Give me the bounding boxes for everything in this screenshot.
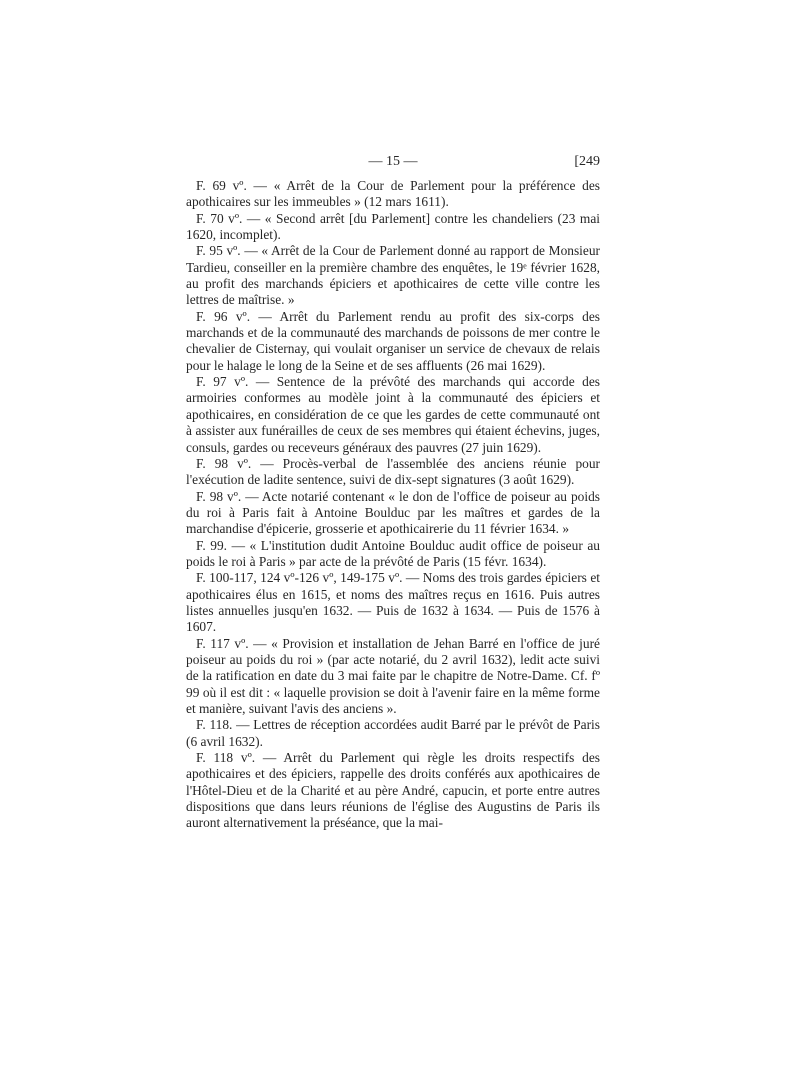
entry-f95v: F. 95 vº. — « Arrêt de la Cour de Parlement donné au rapport de Monsieur Tardieu, conseiller en la première chambre des enquêtes, le 19ᵉ février 1628, au profit des marchands épiciers et apothicaires de cette ville contre les lettres de maîtrise. » (186, 243, 600, 308)
entry-f98v-proces-verbal: F. 98 vº. — Procès-verbal de l'assemblée des anciens réunie pour l'exécution de ladite sentence, suivi de dix-sept signatures (3 août 1629). (186, 455, 600, 488)
entry-f118v: F. 118 vº. — Arrêt du Parlement qui règle les droits respectifs des apothicaires et des épiciers, rappelle des droits conférés aux apothicaires de l'Hôtel-Dieu et de la Charité et au père André, capucin, et porte entre autres dispositions que dans leurs réunions de l'église des Augustins de Paris ils auront alternativement la préséance, que la mai- (186, 750, 600, 831)
folio: — 15 — (368, 154, 418, 169)
entry-f69v: F. 69 vº. — « Arrêt de la Cour de Parlement pour la préférence des apothicaires sur les immeubles » (12 mars 1611). (186, 178, 600, 210)
entry-f100-117: F. 100-117, 124 vº-126 vº, 149-175 vº. — Noms des trois gardes épiciers et apothicaires élus en 1615, et noms des maîtres reçus en 1616. Puis autres listes annuelles jusqu'en 1632. — Puis de 1632 à 1634. — Puis de 1576 à 1607. (186, 570, 600, 635)
entry-f97v: F. 97 vº. — Sentence de la prévôté des marchands qui accorde des armoiries conformes au modèle joint à la communauté des épiciers et apothicaires, en considération de ce que les gardes de cette communauté ont à assister aux funérailles de ceux de ses membres qui étaient échevins, juges, consuls, gardes ou receveurs généraux des pauvres (27 juin 1629). (186, 374, 600, 455)
entry-f118: F. 118. — Lettres de réception accordées audit Barré par le prévôt de Paris (6 avril 1632). (186, 717, 600, 749)
entry-f70v: F. 70 vº. — « Second arrêt [du Parlement] contre les chandeliers (23 mai 1620, incomplet). (186, 210, 600, 243)
page-header (186, 154, 600, 176)
page-number: [249 (574, 154, 600, 169)
entry-f99: F. 99. — « L'institution dudit Antoine Boulduc audit office de poiseur au poids le roi à Paris » par acte de la prévôté de Paris (15 févr. 1634). (186, 537, 600, 569)
document-page (186, 154, 600, 832)
entry-f96v: F. 96 vº. — Arrêt du Parlement rendu au profit des six-corps des marchands et de la communauté des marchands de poissons de mer contre le chevalier de Cisternay, qui voulait organiser un service de chevaux de relais pour le halage le long de la Seine et de ses affluents (26 mai 1629). (186, 308, 600, 373)
entries (186, 178, 600, 832)
entry-f117v: F. 117 vº. — « Provision et installation de Jehan Barré en l'office de juré poiseur au poids du roi » (par acte notarié, du 2 avril 1632), ledit acte suivi de la ratification en date du 3 mai faite par le chapitre de Notre-Dame. Cf. fº 99 où il est dit : « laquelle provision se doit à l'avenir faire en la même forme et manière, suivant l'avis des anciens ». (186, 635, 600, 716)
entry-f98v-acte: F. 98 vº. — Acte notarié contenant « le don de l'office de poiseur au poids du roi à Paris fait à Antoine Boulduc par les maîtres et gardes de la marchandise d'épicerie, grosserie et apothicairerie du 11 février 1634. » (186, 488, 600, 537)
